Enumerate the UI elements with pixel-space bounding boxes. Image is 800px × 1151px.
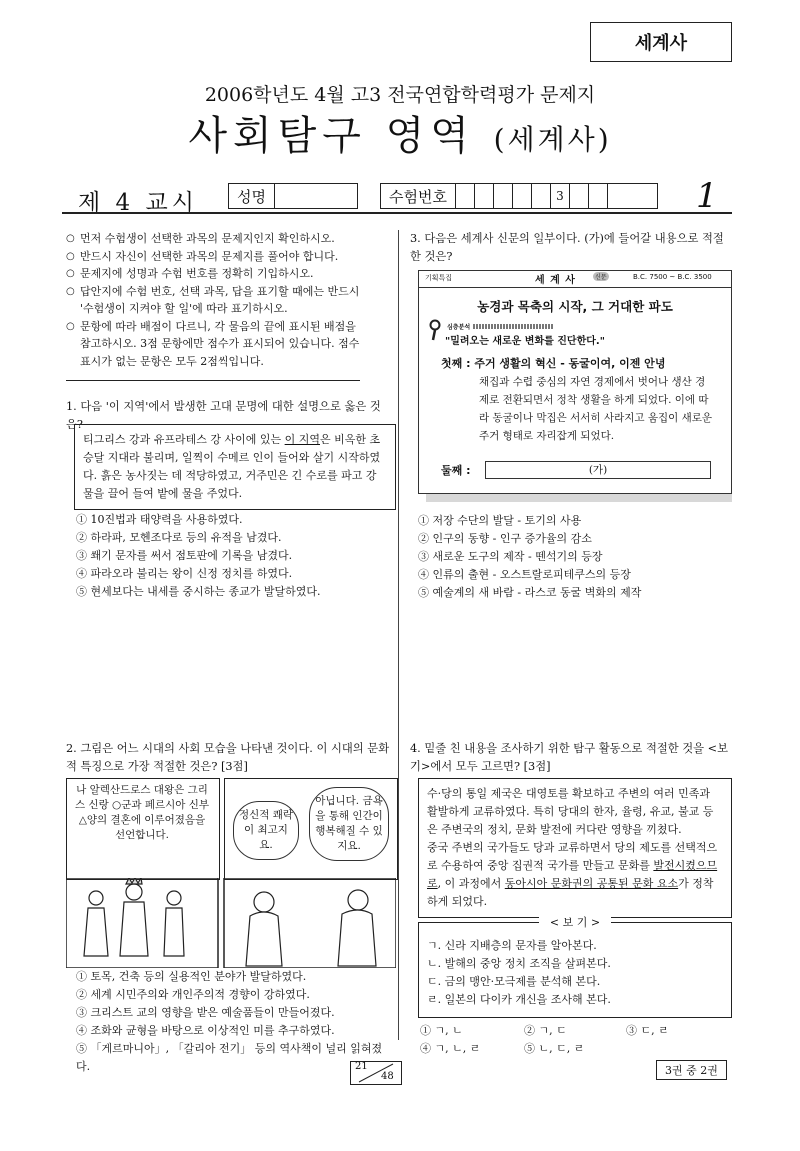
- newspaper-masthead-bar: [419, 271, 731, 288]
- comic-illustration: [66, 878, 396, 968]
- header-divider: [62, 212, 732, 214]
- q1-choice[interactable]: ④ 파라오라 불리는 왕이 신정 정치를 하였다.: [76, 567, 293, 580]
- exam-number-cell[interactable]: [570, 184, 589, 208]
- q1-choices: [76, 511, 396, 601]
- bogi-item: ㄷ. 금의 맹안·모극제를 분석해 본다.: [427, 975, 601, 988]
- q4-choice[interactable]: ⑤ ㄴ, ㄷ, ㄹ: [524, 1042, 585, 1055]
- main-title: [0, 104, 800, 161]
- exam-number-cell[interactable]: [513, 184, 532, 208]
- q3-choice[interactable]: ⑤ 예술계의 새 바람 - 라스코 동굴 벽화의 제작: [418, 586, 642, 599]
- name-label: 성명: [229, 184, 275, 208]
- exam-number-cell[interactable]: [475, 184, 494, 208]
- page-counter-badge: [350, 1061, 402, 1085]
- q3-stem: 3. 다음은 세계사 신문의 일부이다. (가)에 들어갈 내용으로 적절한 것은?: [410, 232, 724, 263]
- bogi-list: [427, 937, 723, 1009]
- newspaper-tag: 기획특집: [425, 274, 453, 282]
- q1-stem: 1. 다음 '이 지역'에서 발생한 고대 문명에 대한 설명으로 옳은 것은?: [66, 400, 381, 431]
- first-title: 주거 생활의 혁신 - 동굴이여, 이젠 안녕: [474, 357, 666, 370]
- bogi-item: ㄱ. 신라 지배층의 문자를 알아본다.: [427, 939, 597, 952]
- q4-bogi-box: [418, 916, 732, 1018]
- q4-p2-mid: , 이 과정에서: [437, 877, 505, 890]
- instructions-list: [66, 230, 366, 370]
- q2-choice[interactable]: ⑤ 「게르마니아」, 「갈리아 전기」 등의 역사책이 널리 읽혀졌다.: [76, 1042, 383, 1073]
- q1-passage-post: 은 비옥한 초승달 지대라 불리며, 일찍이 수메르 인이 들어와 살기 시작하였다. 흙은 농사짓는 데 적당하였고, 거주민은 긴 수로를 파고 강물을 끌어 들여 밭에 물을 주었다.: [83, 433, 381, 500]
- instruction-item: ○ 먼저 수험생이 선택한 과목의 문제지인지 확인하시오.: [66, 230, 366, 248]
- analysis-label: 심층분석: [447, 324, 471, 331]
- q3-choice[interactable]: ③ 새로운 도구의 제작 - 뗀석기의 등장: [418, 550, 603, 563]
- volume-label: 3권 중 2권: [656, 1060, 727, 1080]
- bogi-title: < 보 기 >: [539, 914, 611, 930]
- q4-passage-box: [418, 778, 732, 918]
- q1-passage-pre: 티그리스 강과 유프라테스 강 사이에 있는: [83, 433, 285, 446]
- comic-bubble-mid: 정신적 쾌락이 최고지요.: [233, 801, 299, 860]
- comic-panel-right: [224, 778, 398, 880]
- exam-number-cell[interactable]: [456, 184, 475, 208]
- instruction-item: ○ 문제지에 성명과 수험 번호를 정확히 기입하시오.: [66, 265, 366, 283]
- exam-number-label: 수험번호: [381, 184, 456, 208]
- bogi-item: ㄴ. 발해의 중앙 정치 조직을 살펴본다.: [427, 957, 611, 970]
- newspaper-first-heading: [441, 355, 665, 371]
- instruction-item: ○ 문항에 따라 배점이 다르니, 각 물음의 끝에 표시된 배점을 참고하시오. 3점 문항에만 점수가 표시되어 있습니다. 점수 표시가 없는 문항은 모두 2점씩입니다.: [66, 318, 366, 371]
- exam-number-field[interactable]: [380, 183, 658, 209]
- comic-panel-left: [66, 778, 220, 880]
- subject-label: 세계사: [634, 33, 688, 54]
- q1-passage-box: [74, 424, 396, 510]
- newspaper-first-body: 채집과 수렵 중심의 자연 경제에서 벗어나 생산 경제로 전환되면서 정착 생활을 하게 되었다. 이에 따라 동굴이나 막집은 서서히 사라지고 움집이 새로운 주거 형태로 자리잡게 되었다.: [479, 376, 713, 442]
- q2-choice[interactable]: ① 토목, 건축 등의 실용적인 분야가 발달하였다.: [76, 970, 307, 983]
- analysis-bar: [473, 324, 553, 329]
- first-label: 첫째 :: [441, 357, 471, 370]
- newspaper-clipping: [418, 270, 732, 494]
- q4-choice[interactable]: ③ ㄷ, ㄹ: [626, 1024, 669, 1037]
- subject-label-box: [590, 22, 732, 62]
- newspaper-analysis: [429, 319, 729, 347]
- q4-p2-pre: 중국 주변의 국가들도 당과 교류하면서 당의 제도를 선택적으로 수용하여 중앙 집권적 국가를 만들고 문화를: [427, 841, 718, 872]
- page-number: 1: [696, 176, 718, 216]
- q4-choice[interactable]: ④ ㄱ, ㄴ, ㄹ: [420, 1042, 481, 1055]
- comic-bubble-right: 아닙니다. 금욕을 통해 인간이 행복해질 수 있지요.: [309, 787, 389, 861]
- q2-choices: [76, 968, 396, 1076]
- q2-choice[interactable]: ② 세계 시민주의와 개인주의적 경향이 강하였다.: [76, 988, 310, 1001]
- magnifier-icon: [429, 319, 445, 341]
- period-label: 제 4 교시: [78, 190, 198, 216]
- instructions: [66, 230, 366, 370]
- q1-choice[interactable]: ③ 쐐기 문자를 써서 점토판에 기록을 남겼다.: [76, 549, 293, 562]
- q4-stem: 4. 밑줄 친 내용을 조사하기 위한 탐구 활동으로 적절한 것을 <보기>에서 모두 고르면? [3점]: [410, 742, 729, 773]
- q3-choice[interactable]: ② 인구의 동향 - 인구 증가율의 감소: [418, 532, 592, 545]
- q3-choice[interactable]: ④ 인류의 출현 - 오스트랄로피테쿠스의 등장: [418, 568, 631, 581]
- instructions-divider: [66, 380, 360, 381]
- newspaper-masthead-mark: 신문: [595, 274, 607, 281]
- q3-choices: [418, 512, 738, 602]
- instruction-item: ○ 답안지에 수험 번호, 선택 과목, 답을 표기할 때에는 반드시 '수험생이 지켜야 할 일'에 따라 표기하시오.: [66, 283, 366, 318]
- instruction-item: ○ 반드시 자신이 선택한 과목의 문제지를 풀어야 합니다.: [66, 248, 366, 266]
- comic-bubble-left: 나 알렉산드로스 대왕은 그리스 신랑 ○군과 페르시아 신부 △양의 결혼에 이루어졌음을 선언합니다.: [74, 784, 210, 841]
- q1-choice[interactable]: ② 하라파, 모헨조다로 등의 유적을 남겼다.: [76, 531, 282, 544]
- q4-p2-underline-1: 발전시켰으므로: [427, 859, 718, 890]
- q2-choice[interactable]: ③ 크리스트 교의 영향을 받은 예술품들이 만들어졌다.: [76, 1006, 335, 1019]
- name-input-cell[interactable]: [275, 184, 357, 208]
- column-divider: [398, 230, 399, 1040]
- q1-choice[interactable]: ⑤ 현세보다는 내세를 중시하는 종교가 발달하였다.: [76, 585, 321, 598]
- q4-choice[interactable]: ② ㄱ, ㄷ: [524, 1024, 567, 1037]
- q2-stem: 2. 그림은 어느 시대의 사회 모습을 나타낸 것이다. 이 시대의 문화적 특징으로 가장 적절한 것은? [3점]: [66, 742, 390, 773]
- exam-title: 2006학년도 4월 고3 전국연합학력평가 문제지: [204, 84, 596, 106]
- q1-passage-underlined: 이 지역: [284, 433, 320, 446]
- q4-choice[interactable]: ① ㄱ, ㄴ: [420, 1024, 463, 1037]
- page-counter-total: 48: [381, 1071, 394, 1082]
- newspaper-masthead: 세 계 사: [535, 275, 576, 286]
- exam-number-cell[interactable]: [608, 184, 626, 208]
- name-field[interactable]: [228, 183, 358, 209]
- analysis-quote: "밀려오는 새로운 변화를 진단한다.": [445, 336, 605, 347]
- exam-number-cell-fixed: 3: [551, 184, 570, 208]
- newspaper-date-range: B.C. 7500 ~ B.C. 3500: [633, 273, 712, 281]
- exam-number-cell[interactable]: [494, 184, 513, 208]
- q4-p2-post: 가 정착하게 되었다.: [427, 877, 714, 908]
- q4-passage-p1: 수·당의 통일 제국은 대영토를 확보하고 주변의 여러 민족과 활발하게 교류하였다. 특히 당대의 한자, 율령, 유교, 불교 등은 주변국의 정치, 문화 발전에 커다란 영향을 끼쳤다.: [427, 787, 714, 836]
- main-title-text: 사회탐구 영역: [188, 113, 475, 159]
- main-subtitle: (세계사): [493, 123, 612, 156]
- newspaper-blank-box: (가): [485, 461, 711, 479]
- q4-passage-p2: [427, 839, 723, 911]
- exam-number-cell[interactable]: [532, 184, 551, 208]
- newspaper-headline: 농경과 목축의 시작, 그 거대한 파도: [477, 299, 673, 314]
- bogi-item: ㄹ. 일본의 다이카 개신을 조사해 본다.: [427, 993, 611, 1006]
- q2-choice[interactable]: ④ 조화와 균형을 바탕으로 이상적인 미를 추구하였다.: [76, 1024, 335, 1037]
- newspaper-second-label: 둘째 :: [441, 464, 471, 477]
- q3-choice[interactable]: ① 저장 수단의 발달 - 토기의 사용: [418, 514, 582, 527]
- exam-number-cell[interactable]: [589, 184, 608, 208]
- q2-comic: [66, 778, 396, 882]
- page-counter-current: 21: [355, 1061, 368, 1072]
- q4-p2-underline-2: 동아시아 문화권의 공통된 문화 요소: [504, 877, 679, 890]
- q1-choice[interactable]: ① 10진법과 태양력을 사용하였다.: [76, 513, 243, 526]
